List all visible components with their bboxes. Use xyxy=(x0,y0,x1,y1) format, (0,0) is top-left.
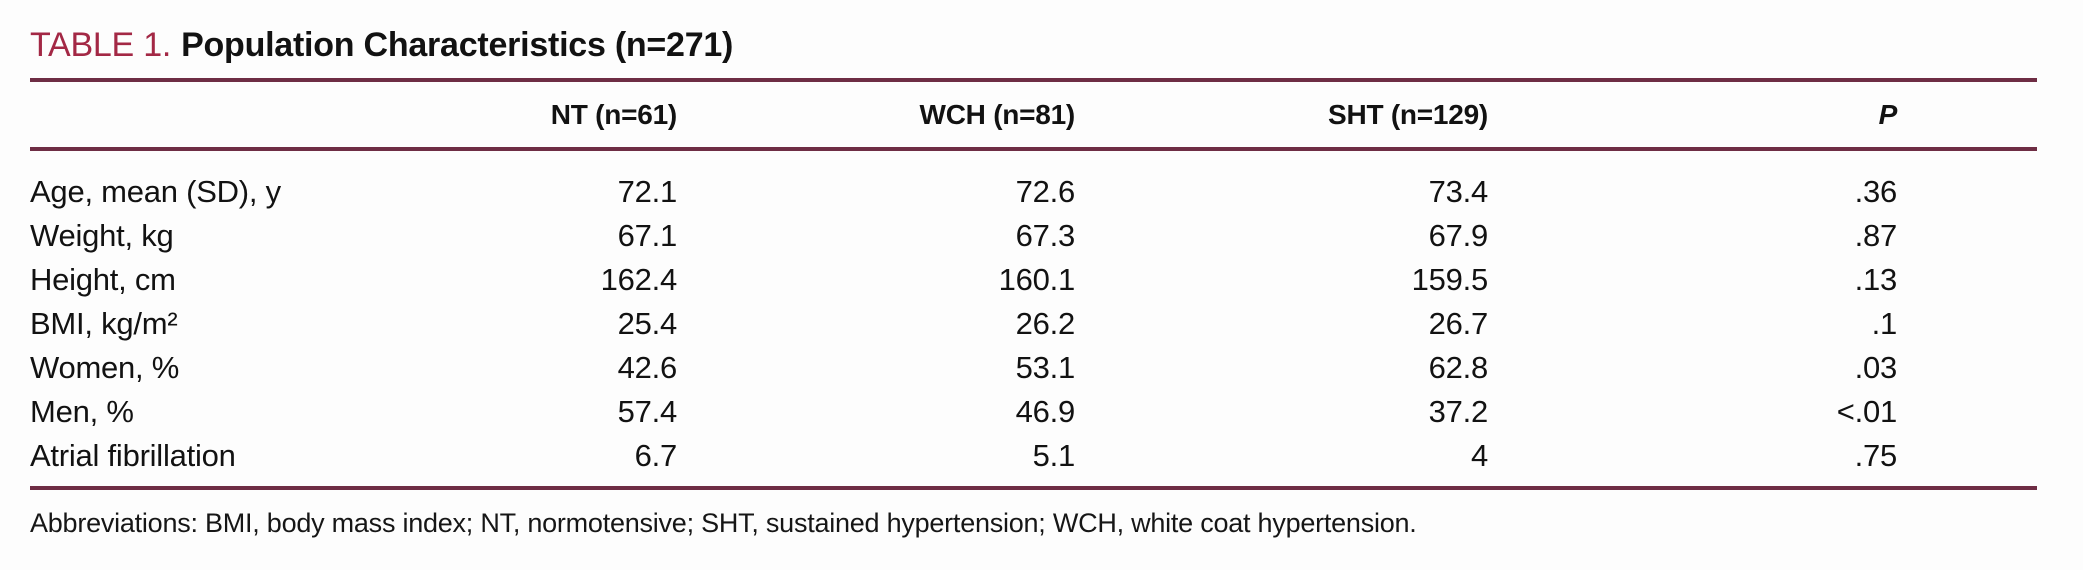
cell-p: .13 xyxy=(1854,262,1897,297)
table-row-age xyxy=(30,170,2037,214)
cell-wch: 5.1 xyxy=(1032,438,1075,473)
abbreviations-footnote: Abbreviations: BMI, body mass index; NT, normotensive; SHT, sustained hypertension; WCH, white coat hypertension. xyxy=(30,508,1417,538)
cell-wch: 72.6 xyxy=(1015,174,1075,209)
table-row-atrial-fibrillation xyxy=(30,434,2037,478)
cell-wch: 53.1 xyxy=(1015,350,1075,385)
cell-wch: 160.1 xyxy=(998,262,1075,297)
row-label: Women, % xyxy=(30,350,180,385)
cell-nt: 67.1 xyxy=(617,218,677,253)
bottom-rule xyxy=(30,486,2037,490)
cell-nt: 57.4 xyxy=(617,394,677,429)
table-body xyxy=(30,170,2037,478)
table-row-weight xyxy=(30,214,2037,258)
row-label: Weight, kg xyxy=(30,218,174,253)
row-label: Age, mean (SD), y xyxy=(30,174,281,209)
cell-sht: 26.7 xyxy=(1428,306,1488,341)
cell-sht: 73.4 xyxy=(1428,174,1488,209)
table-number-label: TABLE 1. xyxy=(30,26,172,64)
cell-sht: 62.8 xyxy=(1428,350,1488,385)
cell-p: .75 xyxy=(1854,438,1897,473)
cell-p: .36 xyxy=(1854,174,1897,209)
cell-p: .1 xyxy=(1871,306,1897,341)
table-row-bmi xyxy=(30,302,2037,346)
cell-nt: 162.4 xyxy=(600,262,677,297)
table-title xyxy=(30,26,733,64)
cell-p: .87 xyxy=(1854,218,1897,253)
row-label: Atrial fibrillation xyxy=(30,438,236,473)
cell-sht: 37.2 xyxy=(1428,394,1488,429)
cell-nt: 72.1 xyxy=(617,174,677,209)
header-divider-rule xyxy=(30,147,2037,151)
cell-nt: 25.4 xyxy=(617,306,677,341)
cell-wch: 26.2 xyxy=(1015,306,1075,341)
cell-nt: 6.7 xyxy=(634,438,677,473)
cell-wch: 46.9 xyxy=(1015,394,1075,429)
cell-wch: 67.3 xyxy=(1015,218,1075,253)
table-row-height xyxy=(30,258,2037,302)
row-label: Height, cm xyxy=(30,262,176,297)
header-p-value: P xyxy=(1878,98,1897,130)
cell-sht: 4 xyxy=(1470,438,1488,473)
table-header-row xyxy=(30,82,2037,147)
table-row-women xyxy=(30,346,2037,390)
header-wch: WCH (n=81) xyxy=(919,98,1075,130)
cell-nt: 42.6 xyxy=(617,350,677,385)
cell-sht: 67.9 xyxy=(1428,218,1488,253)
table-caption: Population Characteristics (n=271) xyxy=(181,26,734,64)
row-label: BMI, kg/m² xyxy=(30,306,178,341)
cell-p: <.01 xyxy=(1836,394,1897,429)
table-row-men xyxy=(30,390,2037,434)
cell-sht: 159.5 xyxy=(1411,262,1488,297)
cell-p: .03 xyxy=(1854,350,1897,385)
header-sht: SHT (n=129) xyxy=(1328,98,1488,130)
header-nt: NT (n=61) xyxy=(550,98,677,130)
row-label: Men, % xyxy=(30,394,134,429)
